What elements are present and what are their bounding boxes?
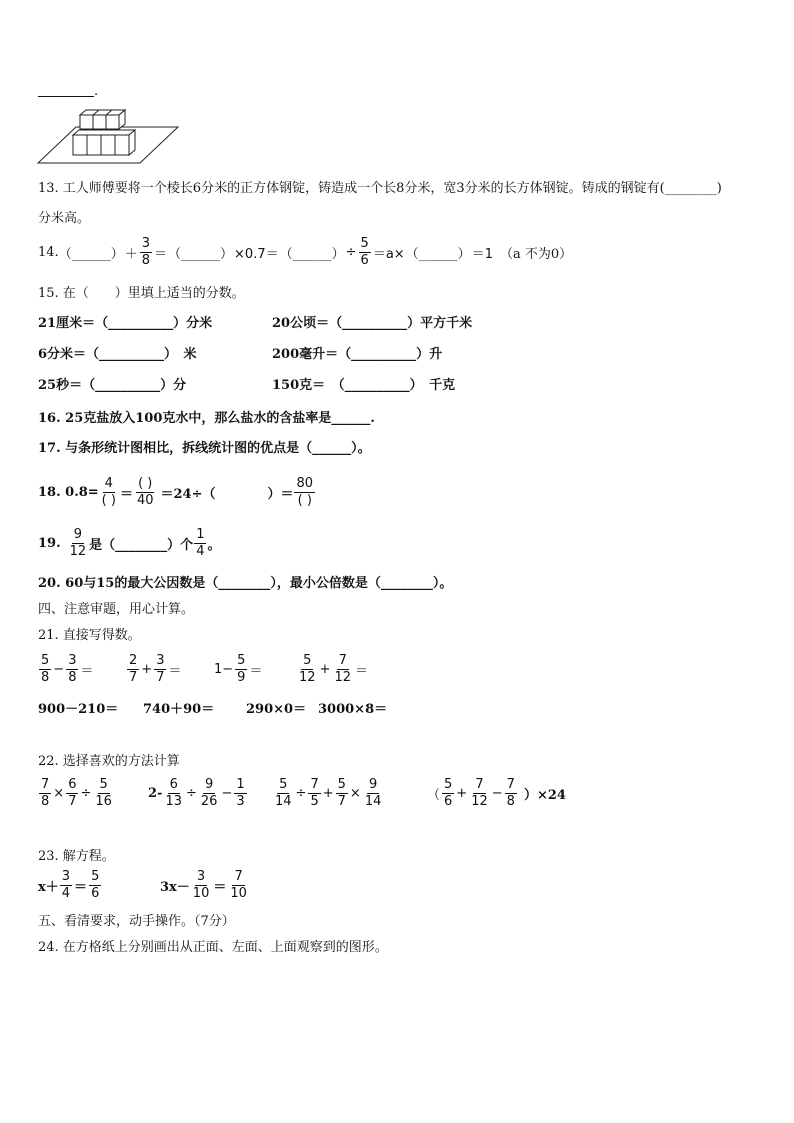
section-4-heading: 四、注意审题，用心计算。 (38, 602, 195, 617)
question-13-line2: 分米高。 (38, 211, 91, 226)
q22-expr-1: $\frac{7}{8}$ × $\frac{6}{7}$ ÷ $\frac{5}{16}$ (41, 776, 112, 809)
q21-expr-1: $\frac{5}{8}$ − $\frac{3}{8}$ ＝ (41, 652, 94, 685)
question-14 (38, 234, 572, 270)
q22-expr-2-lead: 2- (148, 785, 163, 801)
q23-equation-2: 3x－ $\frac{3}{10}$ ＝ $\frac{7}{10}$ (160, 868, 247, 901)
question-13-line1: 13. 工人师傅要将一个棱长6分米的正方体钢锭，铸造成一个长8分米，宽3分米的长方体钢锭。铸成的钢锭有(________) (38, 181, 722, 196)
q21-expr-3: 1− $\frac{5}{9}$ ＝ (214, 652, 263, 685)
question-18 (38, 473, 316, 511)
q21-row2-3: 290×0＝ (246, 702, 307, 717)
q14-fraction-5-6: $\frac{5}{6}$ (360, 235, 369, 268)
q15-row2-left: 6分米＝（__________） 米 (38, 347, 197, 362)
q23-equation-1: x＋ $\frac{3}{4}$ ＝ $\frac{5}{6}$ (38, 868, 100, 901)
q18-fraction-4: $\frac{4}{( )}$ (101, 475, 116, 508)
question-24: 24. 在方格纸上分别画出从正面、左面、上面观察到的图形。 (38, 940, 388, 955)
question-20: 20. 60与15的最大公因数是（________），最小公倍数是（________）。 (38, 576, 453, 591)
q18-fraction-40: $\frac{( )}{40}$ (136, 475, 154, 508)
q14-blank-2: （______） (168, 246, 234, 262)
q19-end: 。 (207, 537, 221, 553)
q21-expr-2: $\frac{2}{7}$ + $\frac{3}{7}$ ＝ (129, 652, 182, 685)
q18-lead: 18. 0.8= (38, 484, 99, 500)
q14-equals-a-times: ＝a× (372, 246, 405, 262)
q14-blank-1: （______） (58, 246, 124, 262)
question-16: 16. 25克盐放入100克水中，那么盐水的含盐率是______. (38, 411, 375, 426)
question-17: 17. 与条形统计图相比，拆线统计图的优点是（______）。 (38, 441, 371, 456)
q21-row2-2: 740＋90＝ (143, 702, 215, 717)
q15-row3-left: 25秒＝（__________）分 (38, 378, 187, 393)
blank-period: . (94, 84, 99, 99)
question-19 (38, 524, 220, 562)
q21-row2-1: 900－210＝ (38, 702, 119, 717)
answer-blank-line (38, 86, 94, 97)
q14-divide: ÷ (345, 244, 357, 260)
q19-fraction-1-4: $\frac{1}{4}$ (196, 526, 205, 559)
q14-blank-3: （______） (279, 246, 345, 262)
q18-equals: ＝ (119, 486, 133, 502)
q14-fraction-3-8: $\frac{3}{8}$ (141, 235, 150, 268)
q21-row2-4: 3000×8＝ (318, 702, 388, 717)
q14-note: （a 不为0） (499, 246, 573, 262)
q19-middle: 是（________）个 (89, 537, 194, 553)
q15-row2-right: 200毫升＝（__________）升 (272, 347, 443, 362)
q18-middle: ＝24÷（ ）＝ (160, 486, 294, 502)
q21-expr-4: $\frac{5}{12}$ + $\frac{7}{12}$ ＝ (299, 652, 369, 685)
q14-equals: ＝ (154, 246, 168, 262)
q14-number: 14. (38, 244, 59, 260)
q14-plus: ＋ (124, 246, 138, 262)
q22-expr-4: （ $\frac{5}{6}$ + $\frac{7}{12}$ − $\frac{7}{8}$ ）×24 (427, 776, 566, 809)
q22-expr-4-tail: ）×24 (523, 787, 566, 803)
q22-expr-2: 2- $\frac{6}{13}$ ÷ $\frac{9}{26}$ − $\frac{1}{3}$ (148, 776, 245, 809)
q18-fraction-80: $\frac{80}{( )}$ (296, 475, 314, 508)
question-23-title: 23. 解方程。 (38, 849, 115, 864)
question-22-title: 22. 选择喜欢的方法计算 (38, 754, 180, 769)
q15-row3-right: 150克＝ （__________） 千克 (272, 378, 456, 393)
q14-equals-1: ＝1 (471, 246, 493, 262)
q19-number: 19. (38, 535, 61, 551)
question-15-title: 15. 在（ ）里填上适当的分数。 (38, 286, 245, 301)
q14-times-07: ×0.7＝ (234, 246, 279, 262)
question-21-title: 21. 直接写得数。 (38, 628, 141, 643)
section-5-heading: 五、看清要求，动手操作。（7分） (38, 914, 235, 929)
q15-row1-right: 20公顷＝（__________）平方千米 (272, 316, 473, 331)
cube-stack-figure (36, 105, 182, 167)
q15-row1-left: 21厘米＝（__________）分米 (38, 316, 213, 331)
q19-fraction-9-12: $\frac{9}{12}$ (69, 526, 87, 559)
q22-expr-3: $\frac{5}{14}$ ÷ $\frac{7}{5}$ + $\frac{5}{7}$ × $\frac{9}{14}$ (275, 776, 382, 809)
q14-blank-4: （______） (405, 246, 471, 262)
